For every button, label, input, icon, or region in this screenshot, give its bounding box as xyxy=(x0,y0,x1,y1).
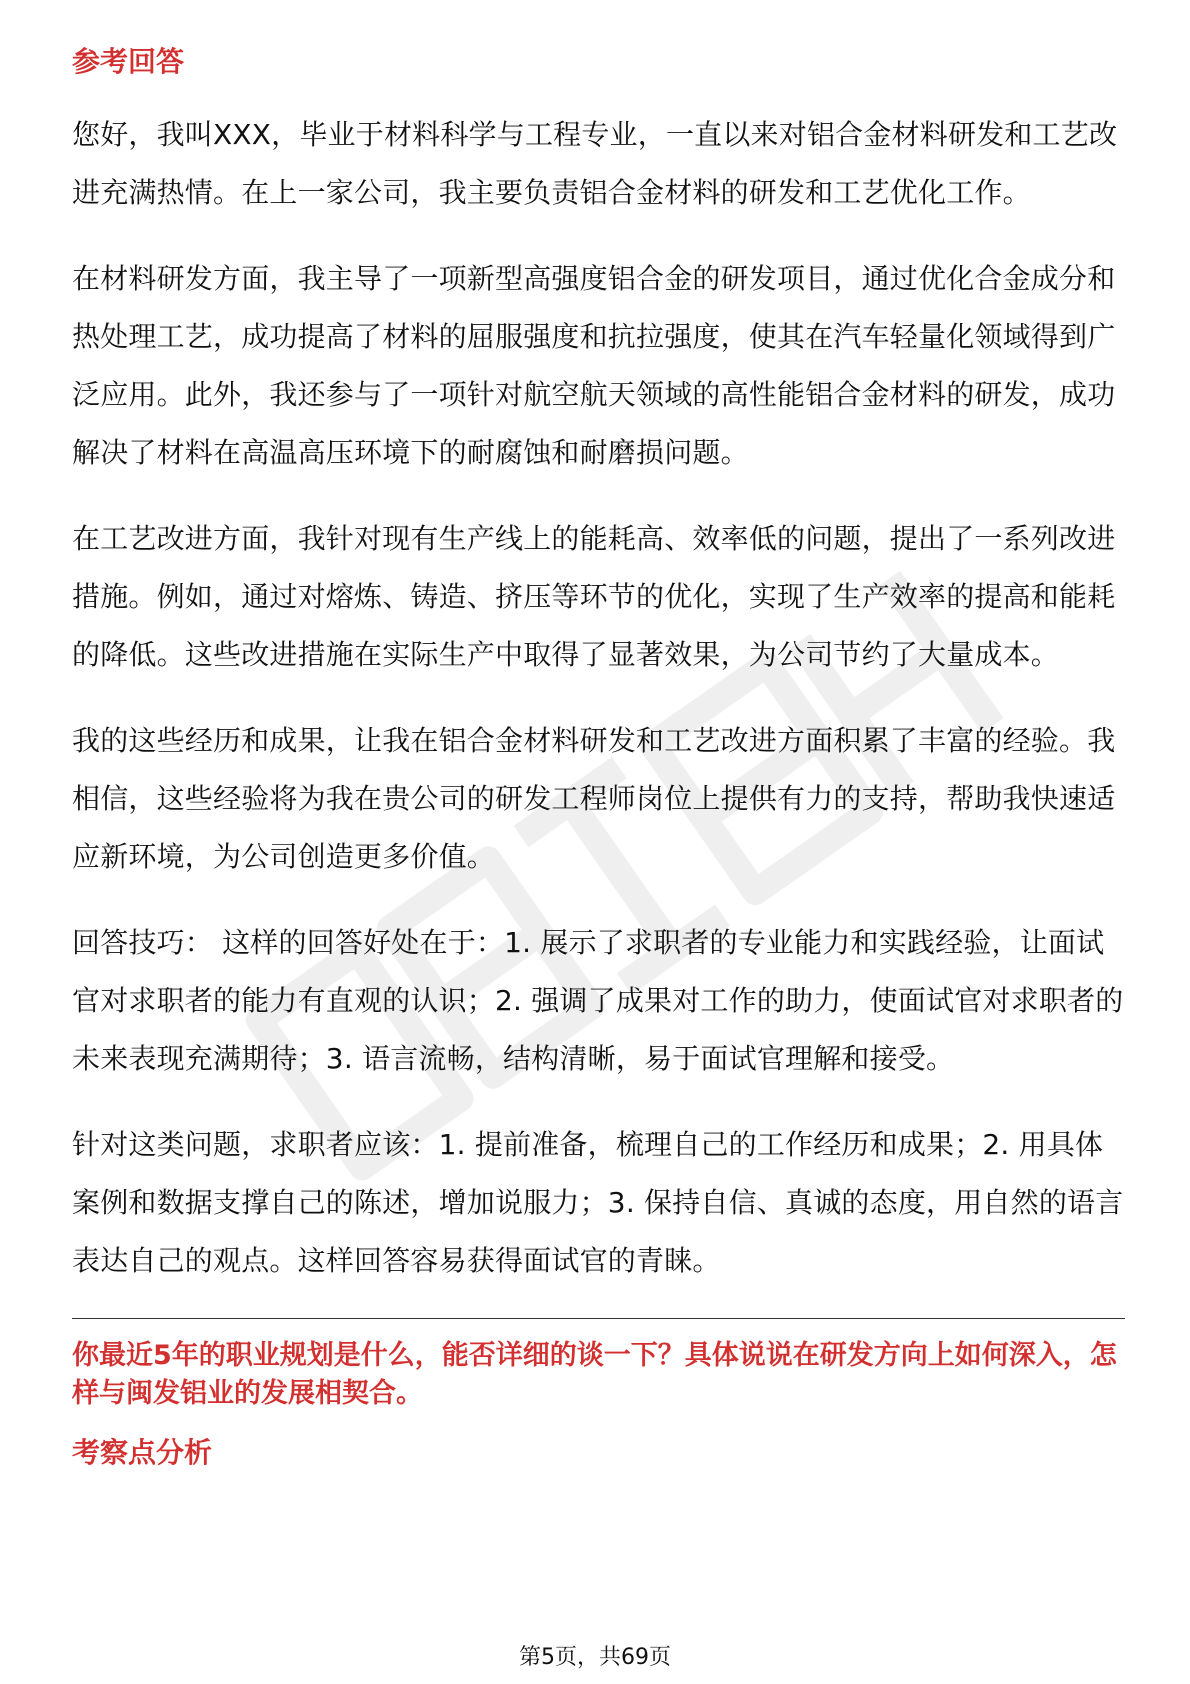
next-question: 你最近5年的职业规划是什么，能否详细的谈一下？具体说说在研发方向上如何深入，怎样与闽发铝业的发展相契合。 xyxy=(72,1340,1117,1409)
answer-heading: 参考回答 xyxy=(72,45,185,78)
analysis-heading: 考察点分析 xyxy=(72,1436,213,1469)
document-page xyxy=(72,40,1125,1475)
section-divider xyxy=(72,1318,1125,1319)
page-footer: 第5页，共69页 xyxy=(519,1645,671,1670)
answer-paragraph-intro: 您好，我叫XXX，毕业于材料科学与工程专业，一直以来对铝合金材料研发和工艺改进充满热情。在上一家公司，我主要负责铝合金材料的研发和工艺优化工作。 xyxy=(72,118,1118,209)
answer-paragraph-process: 在工艺改进方面，我针对现有生产线上的能耗高、效率低的问题，提出了一系列改进措施。例如，通过对熔炼、铸造、挤压等环节的优化，实现了生产效率的提高和能耗的降低。这些改进措施在实际生产中取得了显著效果，为公司节约了大量成本。 xyxy=(72,522,1116,671)
answer-paragraph-summary: 我的这些经历和成果，让我在铝合金材料研发和工艺改进方面积累了丰富的经验。我相信，这些经验将为我在贵公司的研发工程师岗位上提供有力的支持，帮助我快速适应新环境，为公司创造更多价值。 xyxy=(72,724,1116,873)
answer-paragraph-research: 在材料研发方面，我主导了一项新型高强度铝合金的研发项目，通过优化合金成分和热处理工艺，成功提高了材料的屈服强度和抗拉强度，使其在汽车轻量化领域得到广泛应用。此外，我还参与了一项针对航空航天领域的高性能铝合金材料的研发，成功解决了材料在高温高压环境下的耐腐蚀和耐磨损问题。 xyxy=(72,262,1116,469)
answer-advice-paragraph: 针对这类问题，求职者应该：1. 提前准备，梳理自己的工作经历和成果；2. 用具体案例和数据支撑自己的陈述，增加说服力；3. 保持自信、真诚的态度，用自然的语言表达自己的观点。这样回答容易获得面试官的青睐。 xyxy=(72,1128,1124,1277)
answer-tips-paragraph: 回答技巧： 这样的回答好处在于：1. 展示了求职者的专业能力和实践经验，让面试官对求职者的能力有直观的认识；2. 强调了成果对工作的助力，使面试官对求职者的未来表现充满期待；3. 语言流畅，结构清晰，易于面试官理解和接受。 xyxy=(72,926,1124,1075)
